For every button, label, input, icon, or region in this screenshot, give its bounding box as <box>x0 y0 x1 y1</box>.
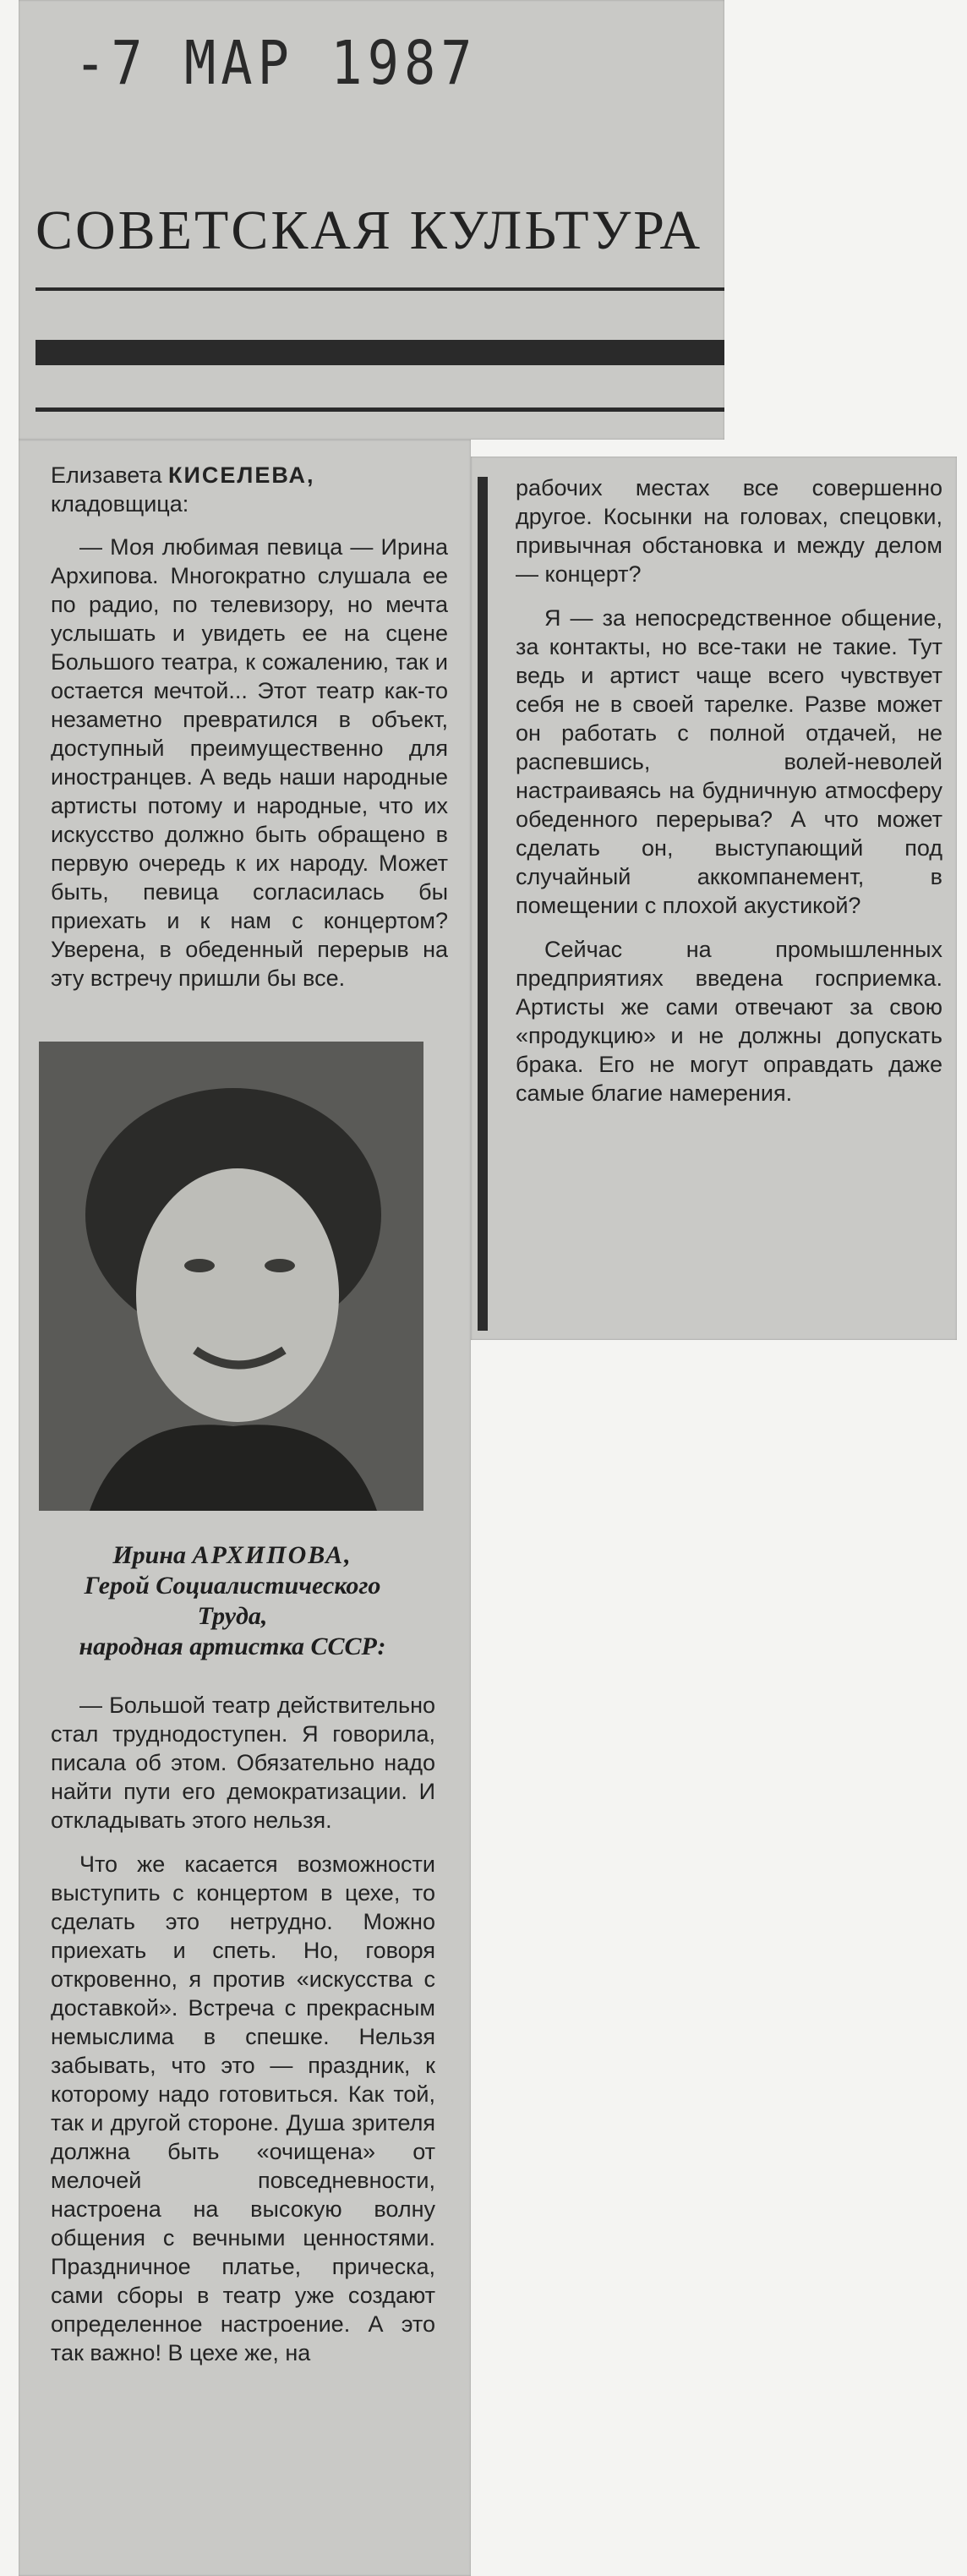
newspaper-masthead: СОВЕТСКАЯ КУЛЬТУРА <box>36 200 703 261</box>
thin-rule <box>36 407 724 412</box>
first-speaker-name: Елизавета <box>51 462 162 488</box>
column-divider-bar <box>478 477 488 1331</box>
first-speaker-byline <box>51 461 448 518</box>
caption-title-line3: народная артистка СССР: <box>79 1633 386 1660</box>
caption-title-line1: Герой Социалистического <box>84 1572 381 1600</box>
first-speaker-surname: КИСЕЛЕВА, <box>168 462 315 488</box>
quote-paragraph: Что же касается возможности выступить с концертом в цехе, то сделать это нетрудно. Можно приехать и спеть. Но, говоря откровенно, я против «искусства с доставкой». Встреча с прекрасным немыслима в спешке. Нельзя забывать, что это — праздник, к которому надо готовиться. Как той, так и другой стороне. Душа зрителя должна быть «очищена» от мелочей повседневности, настроена на высокую волну общения с вечными ценностями. Праздничное платье, прическа, сами сборы в театр уже создают определенное настроение. А это так важно! В цехе же, на <box>51 1851 435 2365</box>
portrait-photo-icon <box>39 1042 423 1511</box>
date-stamp: -7 МАР 1987 <box>74 27 478 99</box>
caption-title-line2: Труда, <box>197 1602 268 1630</box>
first-speaker-quote <box>51 533 448 1008</box>
photo-caption <box>34 1540 431 1662</box>
quote-paragraph: — Большой театр действительно стал труднодоступен. Я говорила, писала об этом. Обязательно надо найти пути его демократизации. И откладывать этого нельзя. <box>51 1693 435 1833</box>
right-column-text <box>516 473 942 1123</box>
quote-paragraph: рабочих местах все совершенно другое. Косынки на головах, спецовки, привычная обстановка и между делом — концерт? <box>516 475 942 587</box>
quote-paragraph: — Моя любимая певица — Ирина Архипова. Многократно слушала ее по радио, по телевизору, но мечта услышать и увидеть ее на сцене Большого театра, к сожалению, так и остается мечтой... Этот театр как-то незаметно превратился в объект, доступный преимущественно для иностранцев. А ведь наши народные артисты потому и народные, что их искусство должно быть обращено в первую очередь к их народу. Может быть, певица согласилась бы приехать и к нам с концертом? Уверена, в обеденный перерыв на эту встречу пришли бы все. <box>51 534 448 991</box>
caption-name: Ирина <box>112 1541 186 1569</box>
quote-paragraph: Сейчас на промышленных предприятиях введена госприемка. Артисты же сами отвечают за свою «продукцию» и не должны допускать брака. Его не могут оправдать даже самые благие намерения. <box>516 937 942 1106</box>
masthead-underline <box>36 287 724 291</box>
first-speaker-role: кладовщица: <box>51 491 189 517</box>
quote-paragraph: Я — за непосредственное общение, за контакты, но все-таки не такие. Тут ведь и артист чаще всего чувствует себя не в своей тарелке. Разве может он работать с полной отдачей, не распевшись, волей-неволей настраиваясь на будничную атмосферу обеденного перерыва? А что может сделать он, выступающий под случайный аккомпанемент, в помещении с плохой акустикой? <box>516 605 942 918</box>
portrait-photo <box>39 1042 423 1511</box>
second-speaker-quote <box>51 1691 435 2382</box>
caption-surname: АРХИПОВА, <box>192 1541 352 1569</box>
thick-rule <box>36 340 724 365</box>
